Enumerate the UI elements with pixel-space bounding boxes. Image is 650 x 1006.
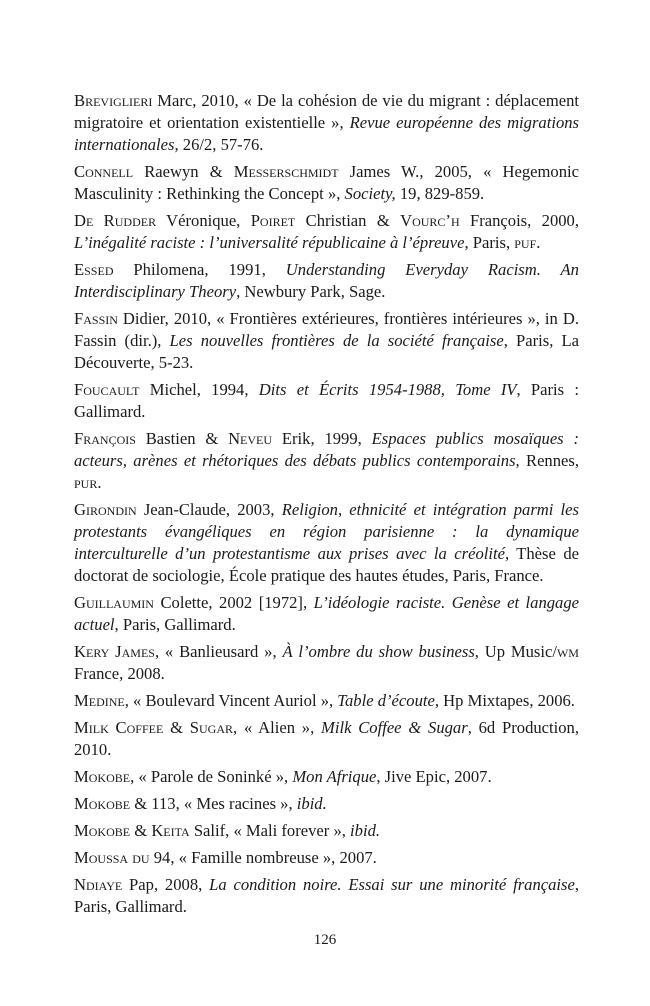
work-title: La condition noire. Essai sur une minorité française: [209, 875, 575, 894]
author-name: Poiret: [250, 211, 296, 230]
reference-entry: [74, 592, 579, 636]
author-name: Milk Coffee: [74, 718, 164, 737]
author-name: Girondin: [74, 500, 137, 519]
work-title: Dits et Écrits 1954-1988, Tome IV: [258, 380, 517, 399]
bibliography-list: [74, 90, 579, 923]
author-name: Guillaumin: [74, 593, 154, 612]
reference-text: Colette, 2002 [1972],: [153, 593, 314, 612]
reference-text: Pap, 2008,: [122, 875, 210, 894]
reference-text: , « Alien »,: [233, 718, 322, 737]
reference-text: & 113, « Mes racines »,: [130, 794, 297, 813]
work-title: Understanding Everyday Racism. An Interdisciplinary Theory: [74, 260, 579, 301]
reference-entry: [74, 428, 579, 494]
reference-text: , Jive Epic, 2007.: [376, 767, 492, 786]
work-title: ibid.: [350, 821, 381, 840]
work-title: Espaces publics mosaïques : acteurs, arènes et rhétoriques des débats publics contemporains: [74, 429, 579, 470]
work-title: Religion, ethnicité et intégration parmi les protestants évangéliques en région parisienne : la dynamique interculturelle d’un protestantisme aux prises avec la créolité: [74, 500, 579, 563]
author-name: Essed: [74, 260, 114, 279]
work-title: ibid.: [296, 794, 327, 813]
reference-entry: [74, 308, 579, 374]
reference-text: Véronique,: [156, 211, 251, 230]
reference-text: , « Boulevard Vincent Auriol »,: [124, 691, 338, 710]
author-name: Medine: [74, 691, 125, 710]
reference-entry: [74, 499, 579, 587]
author-name: De Rudder: [74, 211, 157, 230]
author-name: Ndiaye: [74, 875, 123, 894]
reference-text: Michel, 1994,: [139, 380, 259, 399]
reference-text: , 26/2, 57-76.: [174, 135, 264, 154]
author-name: Foucault: [74, 380, 140, 399]
reference-text: Erik, 1999,: [272, 429, 372, 448]
author-name: François: [74, 429, 136, 448]
reference-text: , Paris, La Découverte, 5-23.: [74, 331, 579, 372]
author-name: Mokobe: [74, 767, 131, 786]
reference-text: Philomena, 1991,: [113, 260, 286, 279]
author-name: Mokobe: [74, 794, 131, 813]
work-title: Les nouvelles frontières de la société française: [169, 331, 504, 350]
reference-text: , 6d Production, 2010.: [74, 718, 579, 759]
reference-text: , Rennes,: [515, 451, 579, 470]
work-title: L’idéologie raciste. Genèse et langage actuel: [74, 593, 580, 634]
reference-text: Salif, « Mali forever »,: [189, 821, 351, 840]
author-name: Keita: [151, 821, 190, 840]
reference-text: Christian &: [295, 211, 401, 230]
reference-text: , Up Music/: [474, 642, 557, 661]
author-name: Connell: [74, 162, 134, 181]
author-name: Vourc’h: [400, 211, 460, 230]
author-name: Sugar: [189, 718, 234, 737]
reference-entry: [74, 641, 579, 685]
reference-text: Raewyn &: [133, 162, 234, 181]
work-title: À l’ombre du show business: [282, 642, 475, 661]
page-number: 126: [313, 932, 337, 948]
reference-text: .: [97, 473, 102, 492]
reference-entry: [74, 161, 579, 205]
reference-entry: [74, 210, 579, 254]
reference-entry: [74, 766, 579, 788]
reference-text: , Paris : Gallimard.: [74, 380, 579, 421]
author-name: Fassin: [74, 309, 118, 328]
work-title: Mon Afrique: [292, 767, 377, 786]
reference-entry: [74, 717, 579, 761]
reference-text: &: [163, 718, 190, 737]
reference-entries: [74, 90, 579, 918]
reference-text: Marc, 2010, « De la cohésion de vie du migrant : déplacement migratoire et orientation existentielle »,: [74, 91, 579, 132]
reference-text: , Thèse de doctorat de sociologie, École pratique des hautes études, Paris, France.: [74, 544, 579, 585]
reference-entry: [74, 847, 579, 869]
author-name: Breviglieri: [74, 91, 153, 110]
author-name: Neveu: [228, 429, 273, 448]
reference-entry: [74, 874, 579, 918]
reference-text: , « Parole de Soninké »,: [130, 767, 293, 786]
author-name: Messerschmidt: [233, 162, 339, 181]
reference-entry: [74, 793, 579, 815]
author-name: pur: [74, 473, 98, 492]
work-title: L’inégalité raciste : l’universalité républicaine à l’épreuve: [74, 233, 465, 252]
reference-entry: [74, 90, 579, 156]
reference-text: 19, 829-859.: [395, 184, 485, 203]
reference-text: , Newbury Park, Sage.: [236, 282, 386, 301]
reference-text: , Paris, Gallimard.: [114, 615, 236, 634]
author-name: Kery James: [74, 642, 155, 661]
reference-text: .: [536, 233, 541, 252]
reference-text: &: [130, 821, 152, 840]
reference-entry: [74, 379, 579, 423]
work-title: Milk Coffee & Sugar: [321, 718, 468, 737]
reference-text: François, 2000,: [459, 211, 579, 230]
reference-text: , « Banlieusard »,: [154, 642, 283, 661]
author-name: Mokobe: [74, 821, 131, 840]
reference-text: , Paris,: [464, 233, 515, 252]
reference-text: 94, « Famille nombreuse », 2007.: [149, 848, 377, 867]
author-name: Moussa du: [74, 848, 150, 867]
reference-entry: [74, 820, 579, 842]
reference-entry: [74, 259, 579, 303]
reference-text: Didier, 2010, « Frontières extérieures, frontières intérieures », in D. Fassin (dir.),: [74, 309, 579, 350]
reference-entry: [74, 690, 579, 712]
reference-text: , Hp Mixtapes, 2006.: [434, 691, 575, 710]
work-title: Table d’écoute: [337, 691, 435, 710]
reference-text: , Paris, Gallimard.: [74, 875, 579, 916]
reference-text: James W., 2005, « Hegemonic Masculinity : Rethinking the Concept »,: [74, 162, 579, 203]
reference-text: Jean-Claude, 2003,: [136, 500, 282, 519]
work-title: Society,: [344, 184, 396, 203]
work-title: Revue européenne des migrations internationales: [74, 113, 579, 154]
author-name: puf: [514, 233, 537, 252]
author-name: wm: [556, 642, 579, 661]
reference-text: France, 2008.: [74, 664, 165, 683]
reference-text: Bastien &: [135, 429, 229, 448]
